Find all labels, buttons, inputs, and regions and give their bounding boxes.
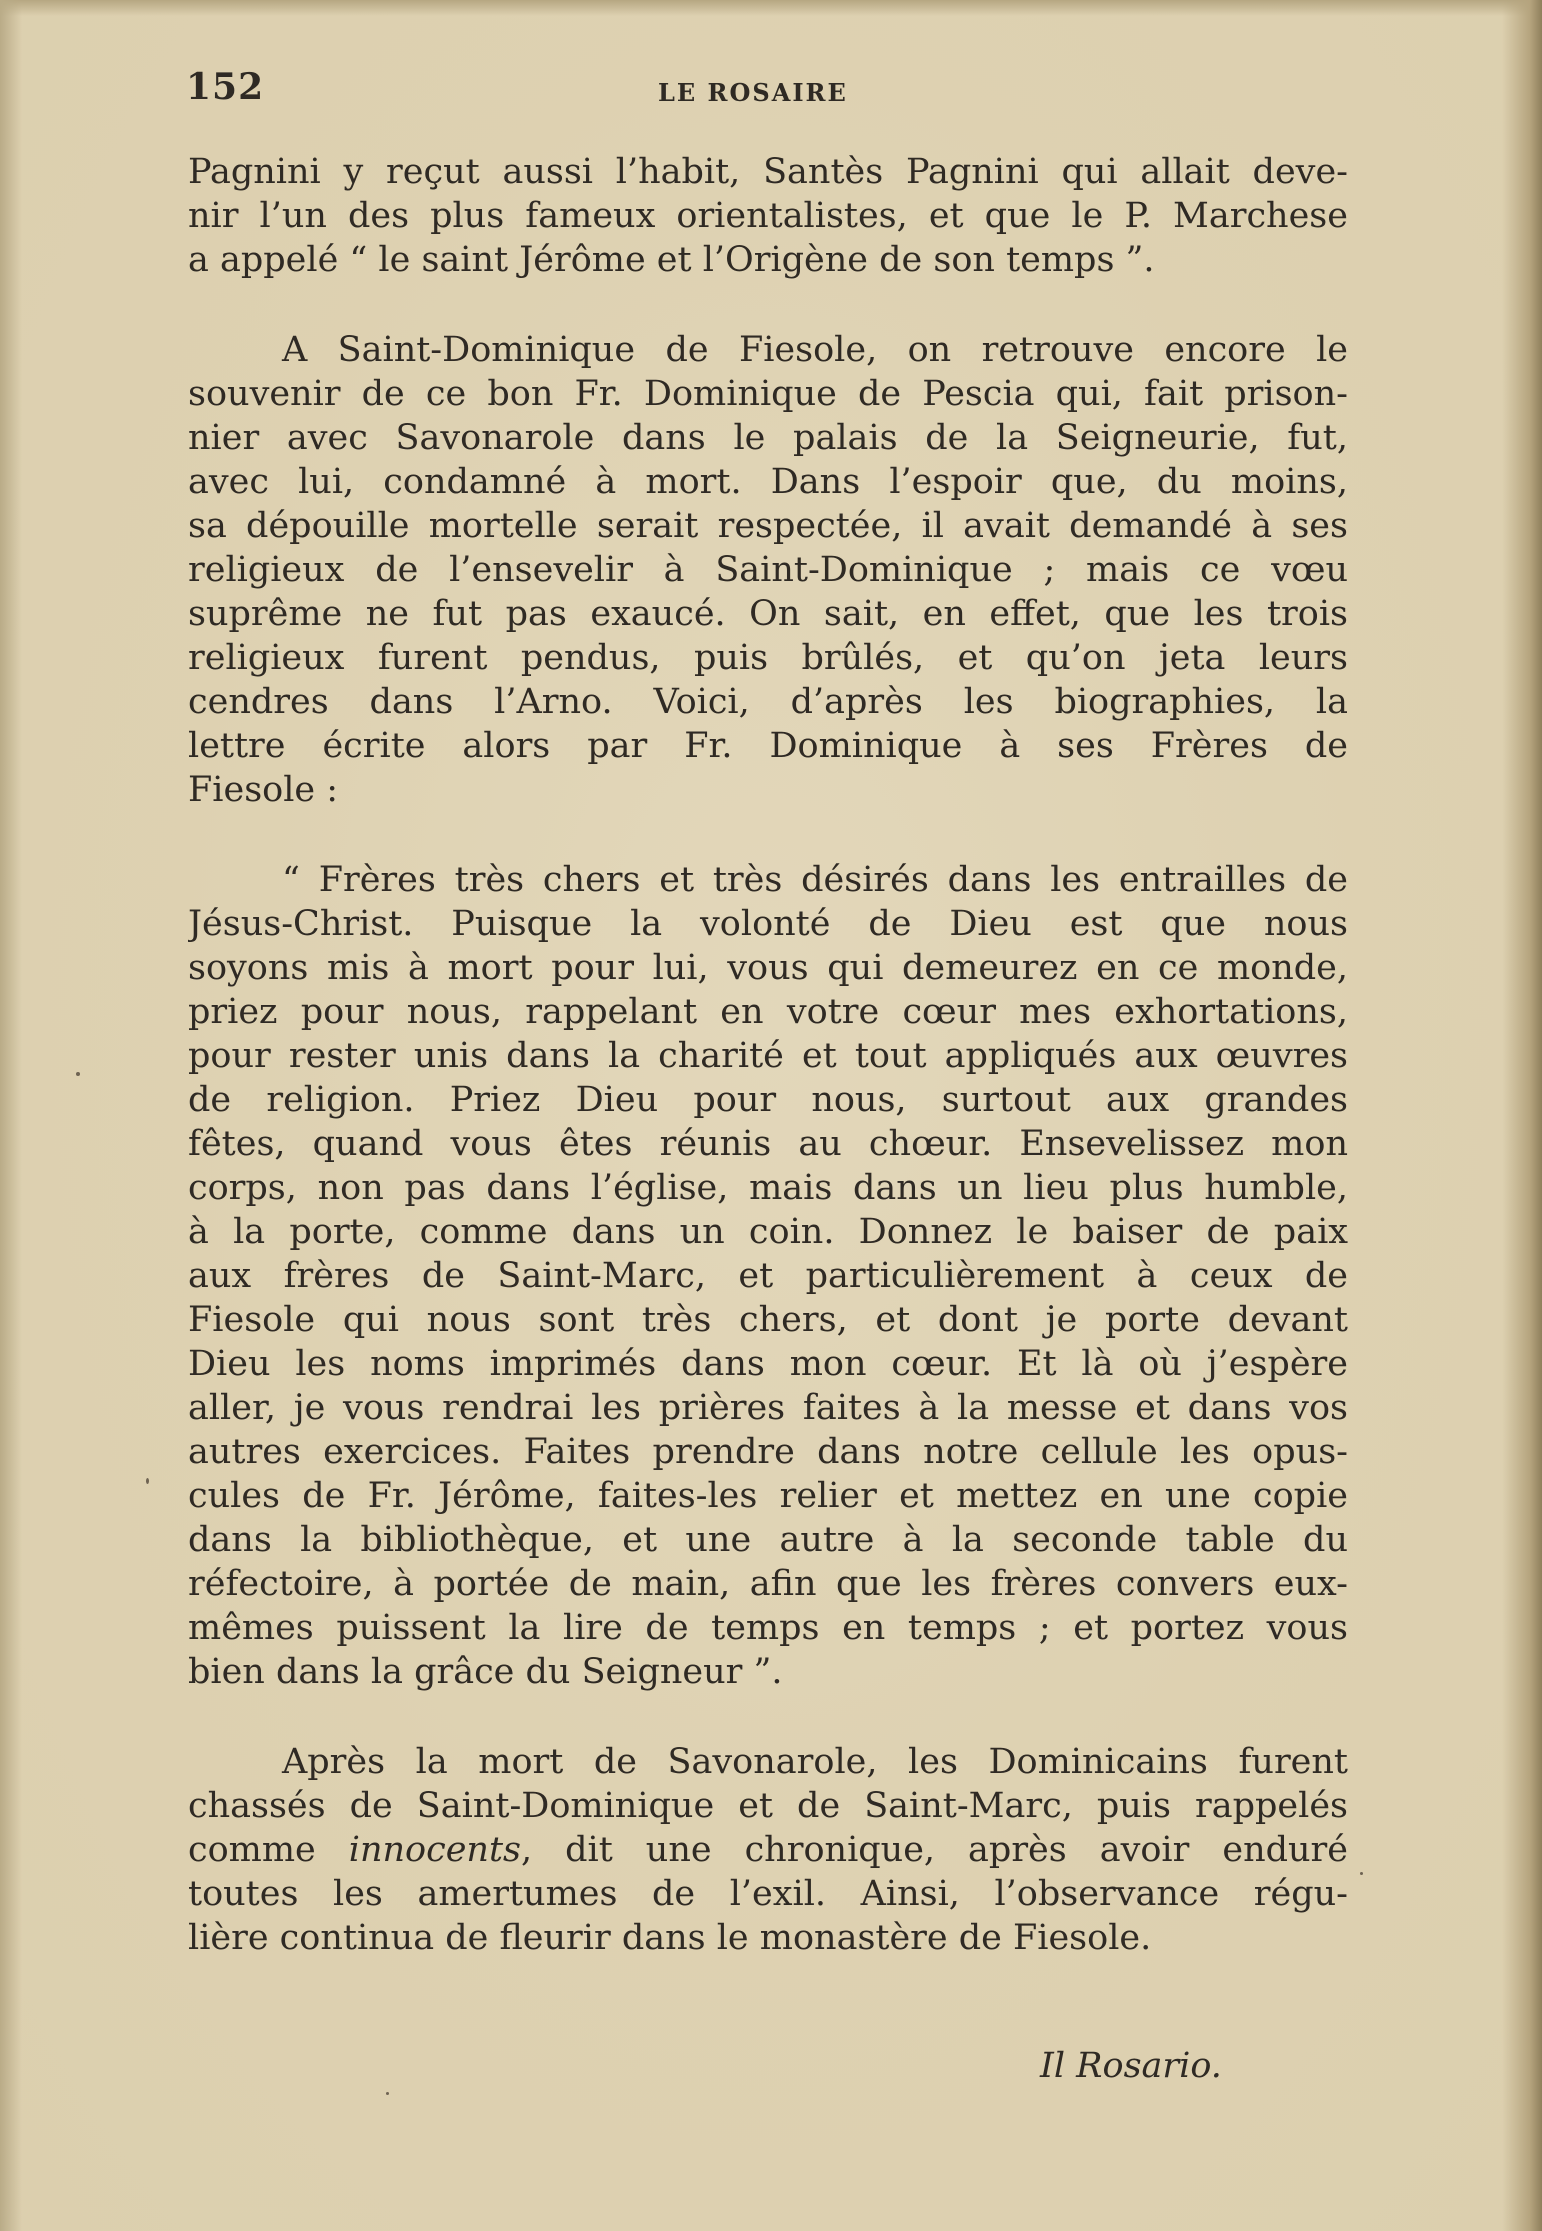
- text-line: lettre écrite alors par Fr. Dominique à ses Frères de: [188, 726, 1348, 766]
- text-line: réfectoire, à portée de main, afin que les frères convers eux-: [188, 1564, 1348, 1604]
- text-line: suprême ne fut pas exaucé. On sait, en effet, que les trois: [188, 594, 1348, 634]
- text-line: bien dans la grâce du Seigneur ”.: [188, 1652, 783, 1692]
- text-line: autres exercices. Faites prendre dans notre cellule les opus-: [188, 1432, 1348, 1472]
- text-line: mêmes puissent la lire de temps en temps ; et portez vous: [188, 1608, 1348, 1648]
- text-line: dans la bibliothèque, et une autre à la seconde table du: [188, 1520, 1348, 1560]
- text-line: pour rester unis dans la charité et tout appliqués aux œuvres: [188, 1036, 1348, 1076]
- text-line: Dieu les noms imprimés dans mon cœur. Et là où j’espère: [188, 1344, 1348, 1384]
- text-line: religieux furent pendus, puis brûlés, et qu’on jeta leurs: [188, 638, 1348, 678]
- paragraph-gap: [188, 1694, 1348, 1740]
- text-line: Fiesole :: [188, 770, 339, 810]
- text-line: Pagnini y reçut aussi l’habit, Santès Pagnini qui allait deve-: [188, 152, 1348, 192]
- text-line: de religion. Priez Dieu pour nous, surtout aux grandes: [188, 1080, 1348, 1120]
- text-line: chassés de Saint-Dominique et de Saint-Marc, puis rappelés: [188, 1786, 1348, 1826]
- paper-speck: [76, 1072, 80, 1076]
- text-line: A Saint-Dominique de Fiesole, on retrouve encore le: [282, 330, 1348, 370]
- text-fragment: comme: [188, 1830, 349, 1870]
- page-header: [186, 66, 1350, 112]
- text-line: aux frères de Saint-Marc, et particulièrement à ceux de: [188, 1256, 1348, 1296]
- text-line: priez pour nous, rappelant en votre cœur mes exhortations,: [188, 992, 1348, 1032]
- page-number: 152: [186, 66, 265, 108]
- text-line: “ Frères très chers et très désirés dans les entrailles de: [282, 860, 1348, 900]
- text-line: souvenir de ce bon Fr. Dominique de Pescia qui, fait prison-: [188, 374, 1348, 414]
- text-line: aller, je vous rendrai les prières faites à la messe et dans vos: [188, 1388, 1348, 1428]
- text-line: lière continua de fleurir dans le monastère de Fiesole.: [188, 1918, 1152, 1958]
- paragraph-1: [188, 150, 1348, 282]
- text-line: avec lui, condamné à mort. Dans l’espoir que, du moins,: [188, 462, 1348, 502]
- text-line: nier avec Savonarole dans le palais de la Seigneurie, fut,: [188, 418, 1348, 458]
- page-edge-right: [1502, 0, 1542, 2231]
- text-fragment: , dit une chronique, après avoir enduré: [521, 1830, 1348, 1870]
- paragraph-3-letter: [188, 858, 1348, 1694]
- text-line-with-italic: [188, 1828, 1348, 1872]
- text-line: a appelé “ le saint Jérôme et l’Origène de son temps ”.: [188, 240, 1155, 280]
- text-line: Jésus-Christ. Puisque la volonté de Dieu est que nous: [188, 904, 1348, 944]
- text-line: soyons mis à mort pour lui, vous qui demeurez en ce monde,: [188, 948, 1348, 988]
- text-line: nir l’un des plus fameux orientalistes, et que le P. Marchese: [188, 196, 1348, 236]
- paragraph-gap: [188, 282, 1348, 328]
- italic-word: innocents: [348, 1830, 521, 1870]
- paragraph-gap: [188, 812, 1348, 858]
- paragraph-4: [188, 1740, 1348, 1960]
- text-line: Après la mort de Savonarole, les Dominicains furent: [282, 1742, 1348, 1782]
- paper-speck: [1360, 1872, 1363, 1875]
- text-line: toutes les amertumes de l’exil. Ainsi, l’observance régu-: [188, 1874, 1348, 1914]
- paper-speck: [146, 1478, 149, 1484]
- page-edge-left: [0, 0, 22, 2231]
- running-head: LE ROSAIRE: [658, 78, 848, 107]
- text-line: religieux de l’ensevelir à Saint-Dominique ; mais ce vœu: [188, 550, 1348, 590]
- body-text: [188, 150, 1348, 1960]
- text-line: Fiesole qui nous sont très chers, et dont je porte devant: [188, 1300, 1348, 1340]
- paper-speck: [386, 2092, 389, 2095]
- signature-attribution: Il Rosario.: [1040, 2046, 1222, 2086]
- text-line: sa dépouille mortelle serait respectée, il avait demandé à ses: [188, 506, 1348, 546]
- text-line: fêtes, quand vous êtes réunis au chœur. Ensevelissez mon: [188, 1124, 1348, 1164]
- text-line: corps, non pas dans l’église, mais dans un lieu plus humble,: [188, 1168, 1348, 1208]
- text-line: cules de Fr. Jérôme, faites-les relier et mettez en une copie: [188, 1476, 1348, 1516]
- paragraph-2: [188, 328, 1348, 812]
- page-edge-top: [0, 0, 1542, 16]
- text-line: cendres dans l’Arno. Voici, d’après les biographies, la: [188, 682, 1348, 722]
- text-line: à la porte, comme dans un coin. Donnez le baiser de paix: [188, 1212, 1348, 1252]
